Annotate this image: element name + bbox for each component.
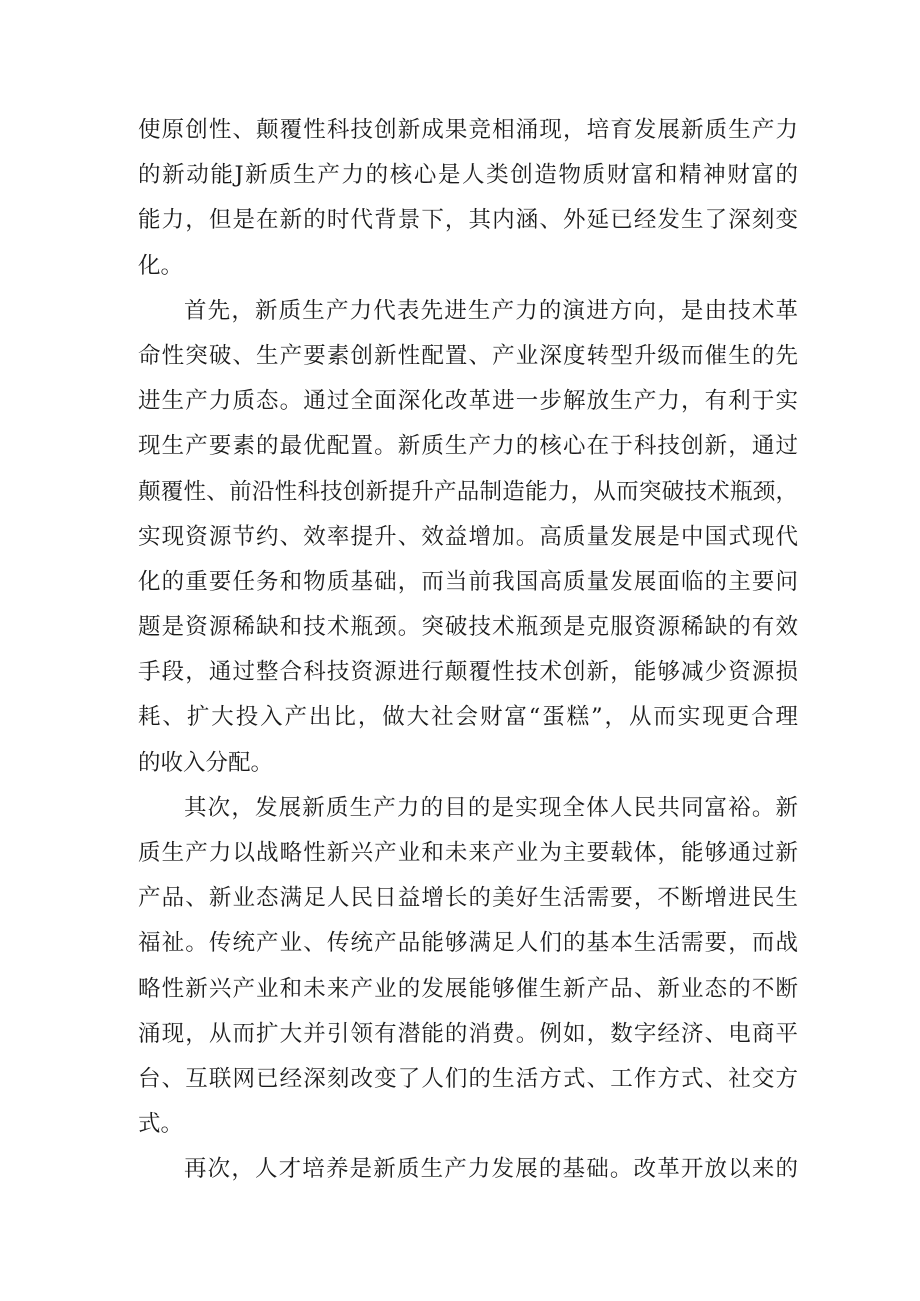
text-line: 化。 [138,252,184,279]
text-line: 台、互联网已经深刻改变了人们的生活方式、工作方式、社交方 [138,1065,798,1092]
text-line: 题是资源稀缺和技术瓶颈。突破技术瓶颈是克服资源稀缺的有效 [138,614,798,641]
paragraph-first-line: 其次，发展新质生产力的目的是实现全体人民共同富裕。新 [184,794,798,821]
text-line: 的新动能J新质生产力的核心是人类创造物质财富和精神财富的 [138,162,798,189]
paragraph-first-line: 再次，人才培养是新质生产力发展的基础。改革开放以来的 [184,1156,798,1183]
text-line: 产品、新业态满足人民日益增长的美好生活需要，不断增进民生 [138,885,798,912]
text-line: 命性突破、生产要素创新性配置、产业深度转型升级而催生的先 [138,342,798,369]
text-line: 略性新兴产业和未来产业的发展能够催生新产品、新业态的不断 [138,975,798,1002]
text-line: 使原创性、颠覆性科技创新成果竞相涌现，培育发展新质生产力 [138,117,798,143]
text-line: 的收入分配。 [138,749,274,776]
text-line: 手段，通过整合科技资源进行颠覆性技术创新，能够减少资源损 [138,659,798,686]
text-line: 能力，但是在新的时代背景下，其内涵、外延已经发生了深刻变 [138,207,798,234]
text-line: 进生产力质态。通过全面深化改革进一步解放生产力，有利于实 [138,388,798,415]
text-line: 颠覆性、前沿性科技创新提升产品制造能力，从而突破技术瓶颈， [138,478,798,505]
text-line: 福祉。传统产业、传统产品能够满足人们的基本生活需要，而战 [138,930,798,957]
text-line: 质生产力以战略性新兴产业和未来产业为主要载体，能够通过新 [138,840,798,866]
text-line: 式。 [138,1111,184,1138]
text-line: 实现资源节约、效率提升、效益增加。高质量发展是中国式现代 [138,523,798,550]
text-line: 涌现，从而扩大并引领有潜能的消费。例如，数字经济、电商平 [138,1020,798,1047]
paragraph-first-line: 首先，新质生产力代表先进生产力的演进方向，是由技术革 [184,297,798,324]
text-line: 耗、扩大投入产出比，做大社会财富“蛋糕”，从而实现更合理 [138,704,798,731]
text-line: 化的重要任务和物质基础，而当前我国高质量发展面临的主要问 [138,568,798,595]
document-body [138,108,798,1193]
text-line: 现生产要素的最优配置。新质生产力的核心在于科技创新，通过 [138,433,798,460]
